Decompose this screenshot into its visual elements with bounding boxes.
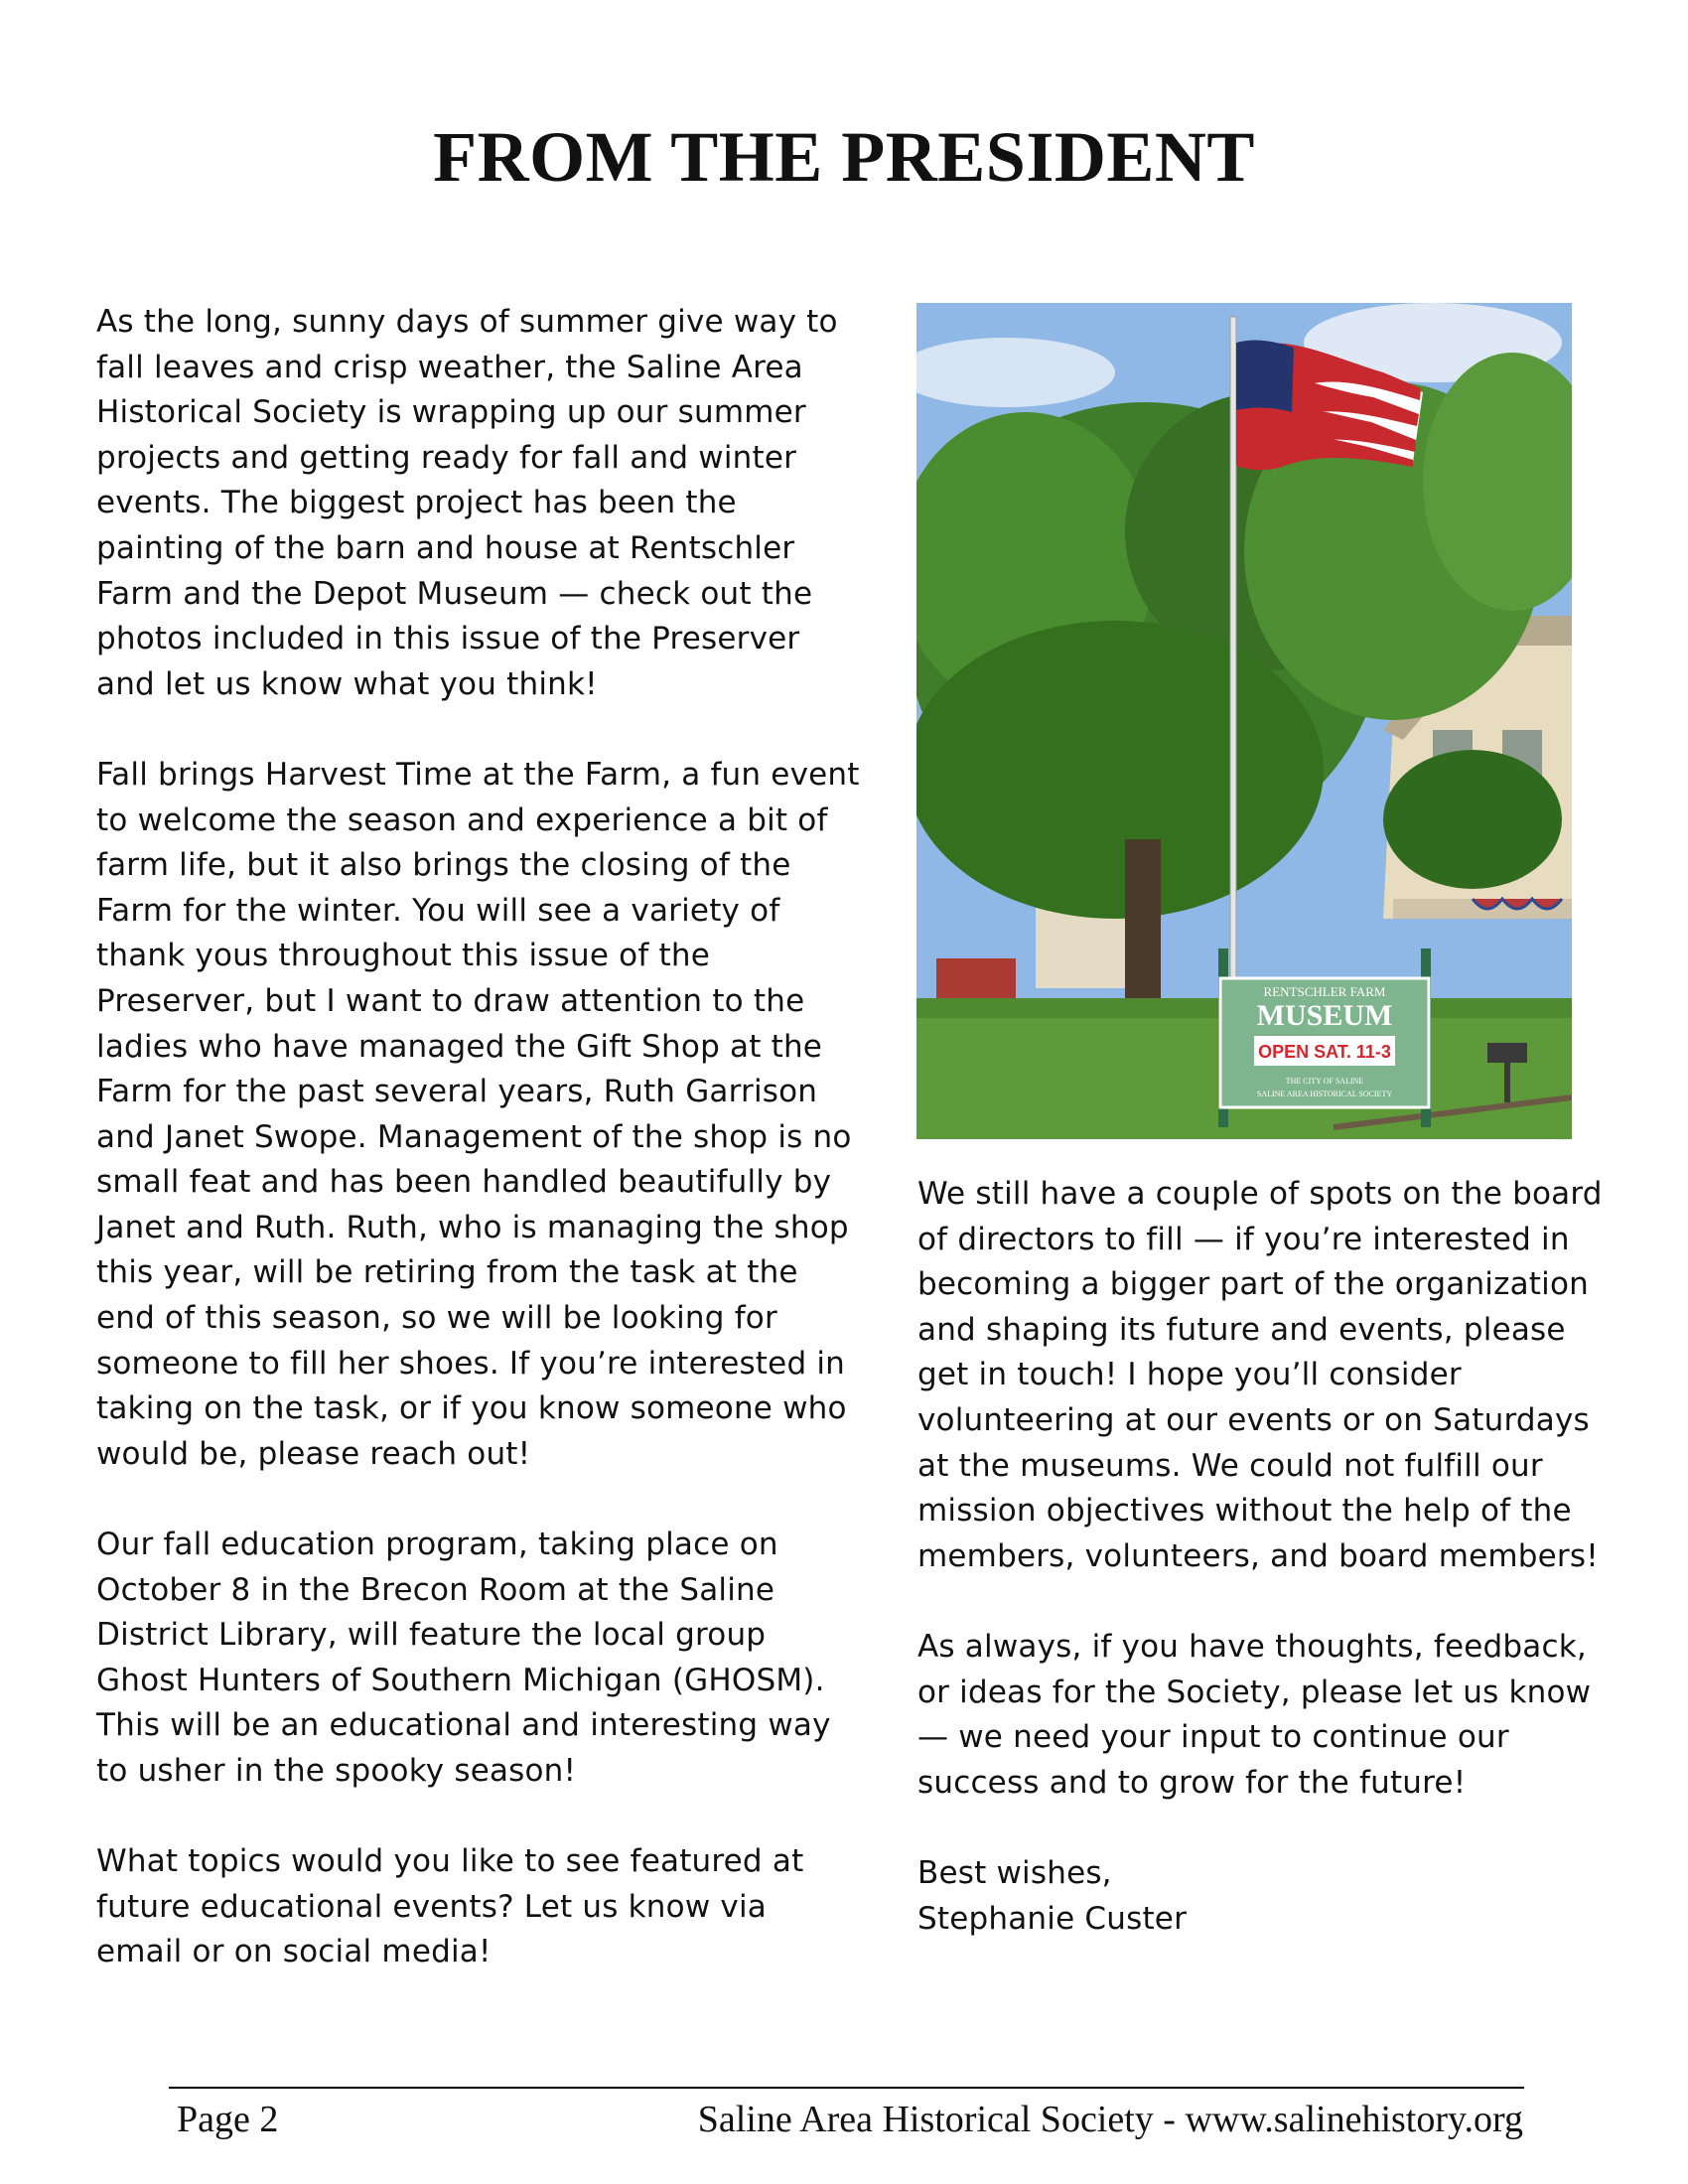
paragraph-topics-request: What topics would you like to see featured at future educational events? Let us know via email or on social media! (96, 1843, 804, 1970)
photo-plaque (1487, 1043, 1527, 1063)
paragraph-board-spots: We still have a couple of spots on the board of directors to fill — if you’re interested in becoming a bigger part of the organization and shaping its future and events, please get in touch! I hope you’ll consider volunteering at our events or on Saturdays at the museums. We could not fulfill our mission objectives without the help of the members, volunteers, and board members! (917, 1176, 1603, 1574)
paragraph-feedback: As always, if you have thoughts, feedback, or ideas for the Society, please let us know — we need your input to continue our success and to grow for the future! (917, 1628, 1592, 1801)
rentschler-farm-photo (916, 303, 1572, 1139)
left-column (96, 300, 861, 2021)
photo-flagpole (1230, 317, 1236, 1064)
signature-block (917, 1851, 1613, 1942)
sign-text-museum: MUSEUM (1256, 999, 1393, 1032)
page-title: FROM THE PRESIDENT (433, 117, 1255, 197)
photo-illustration (916, 303, 1572, 1139)
paragraph-summer-projects: As the long, sunny days of summer give way to fall leaves and crisp weather, the Saline Area Historical Society is wrapping up our summer projects and getting ready for fall and winter events. The biggest project has been the painting of the barn and house at Rentschler Farm and the Depot Museum — check out the photos included in this issue of the Preserver and let us know what you think! (96, 304, 838, 702)
sign-text-society: SALINE AREA HISTORICAL SOCIETY (1256, 1090, 1393, 1098)
sign-text-hours: OPEN SAT. 11-3 (1258, 1042, 1391, 1062)
footer-divider (169, 2087, 1524, 2089)
sign-text-farm: RENTSCHLER FARM (1263, 984, 1386, 999)
right-column (917, 1172, 1613, 1987)
footer-site: Saline Area Historical Society - www.salinehistory.org (697, 2099, 1523, 2140)
closing-text: Best wishes, (917, 1854, 1112, 1891)
photo-barn (936, 958, 1016, 998)
signature-name: Stephanie Custer (917, 1900, 1188, 1937)
page-number: Page 2 (177, 2099, 279, 2140)
paragraph-harvest-time: Fall brings Harvest Time at the Farm, a fun event to welcome the season and experience a bit of farm life, but it also brings the closing of the Farm for the winter. You will see a variety of thank yous throughout this issue of the Preserver, but I want to draw attention to the ladies who have managed the Gift Shop at the Farm for the past several years, Ruth Garrison and Janet Swope. Management of the shop is no small feat and has been handled beautifully by Janet and Ruth. Ruth, who is managing the shop this year, will be retiring from the task at the end of this season, so we will be looking for someone to fill her shoes. If you’re interested in taking on the task, or if you know someone who would be, please reach out! (96, 756, 860, 1472)
museum-sign (1220, 978, 1429, 1107)
sign-text-city: THE CITY OF SALINE (1285, 1077, 1364, 1086)
paragraph-fall-education: Our fall education program, taking place on October 8 in the Brecon Room at the Saline District Library, will feature the local group Ghost Hunters of Southern Michigan (GHOSM). This will be an educational and interesting way to usher in the spooky season! (96, 1527, 831, 1789)
